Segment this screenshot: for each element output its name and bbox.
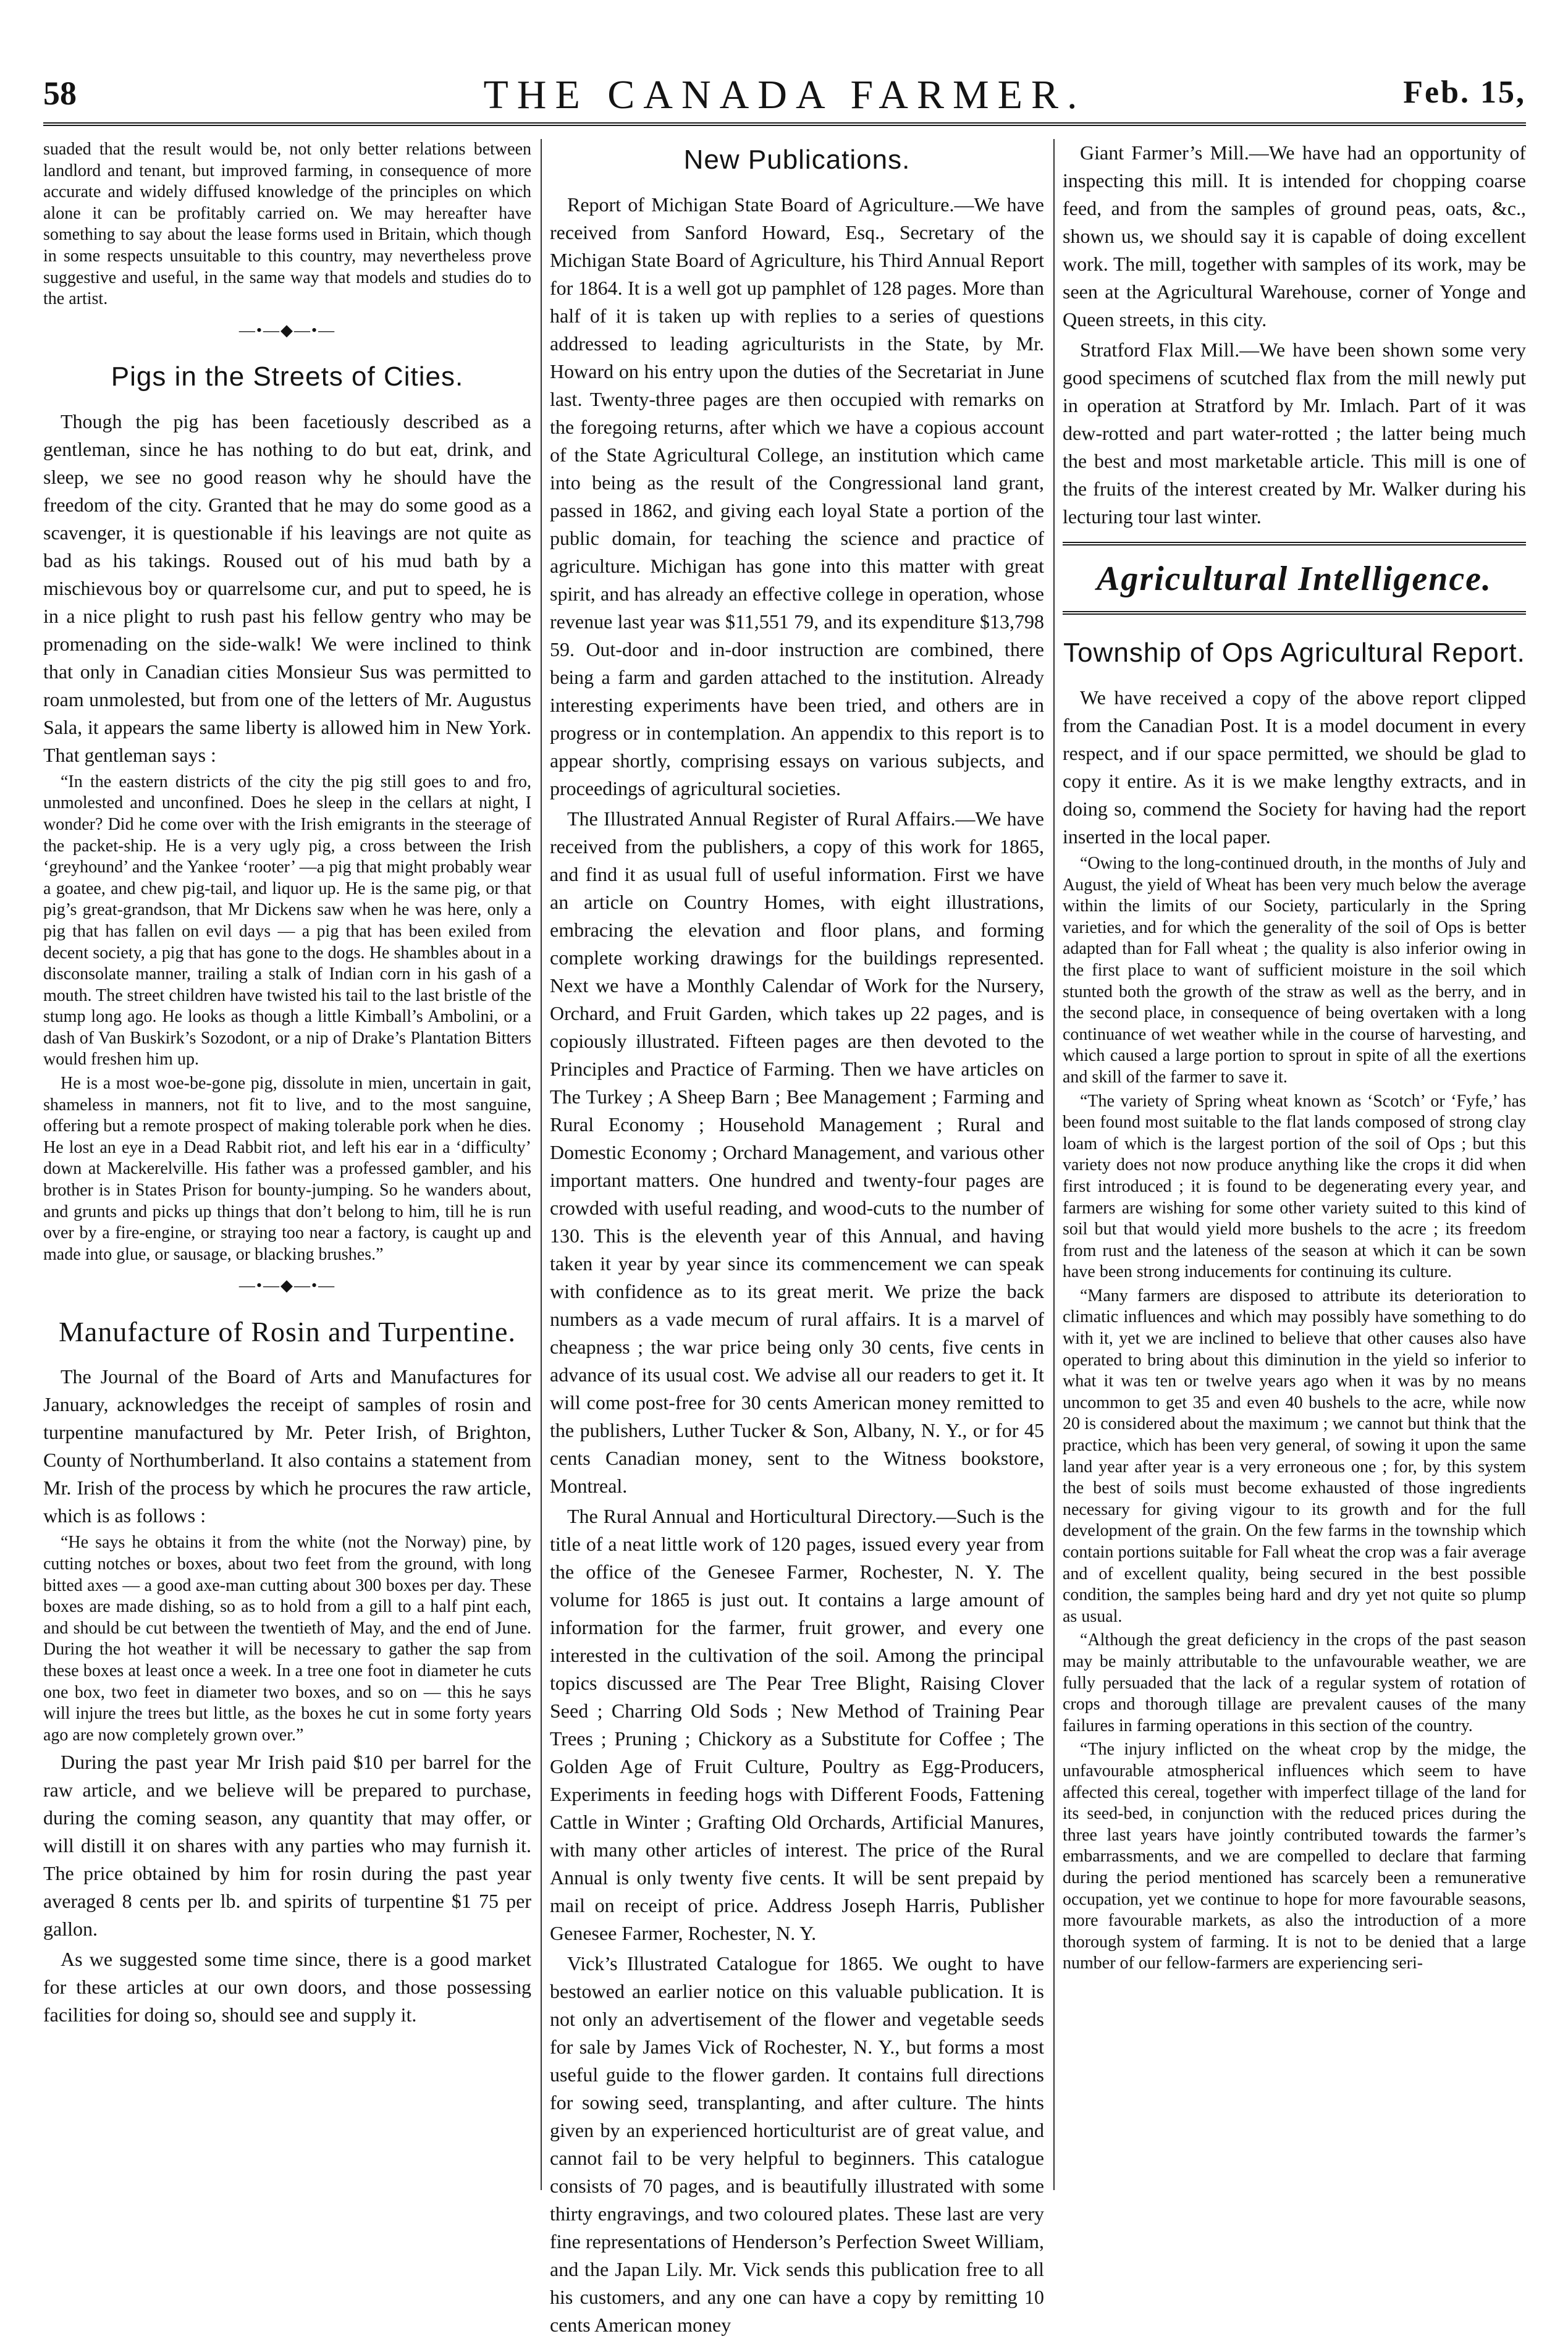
ops-report-title: Township of Ops Agricultural Report. [1063,638,1525,668]
header-rule [43,122,1526,127]
rosin-quote-paragraph: “He says he obtains it from the white (not the Norway) pine, by cutting notches or boxes, about two feet from the ground, with long bitted axes — a good axe-man cutting about 300 boxes per day. These boxes are made dishing, so as to hold from a gill to a half pint each, and should be cut between the twentieth of May, and the end of June. During the hot weather it will be necessary to gather the sap from these boxes at least once a week. In a tree one foot in diameter he cuts one box, two feet in diameter two boxes, and so on — this he says will injure the trees but little, as the boxes he cut in some forty years ago are now completely grown over.” [43,1533,531,1745]
rosin-article-title: Manufacture of Rosin and Turpentine. [59,1316,516,1348]
ops-report-quote: “The injury inflicted on the wheat crop by the midge, the unfavourable atmospherical influences which seem to have affected this cereal, together with imperfect tillage of the land for its seed-bed, in conjunction with the reduced prices during the three last years have jointly contributed towards the farmer’s embarrassments, and we are compelled to declare that farming during the period mentioned has scarcely been a remunerative occupation, yet we continue to hope for more favourable seasons, more favourable markets, as also the introduction of a more thorough system of farming. It is not to be denied that a large number of our fellow-farmers are experiencing seri- [1063,1740,1526,1973]
page-number: 58 [43,75,77,112]
rosin-paragraph: During the past year Mr Irish paid $10 per barrel for the raw article, and we believe will be prepared to purchase, during the coming season, any quantity that may offer, or will distill it on shares with any parties who may furnish it. The price obtained by him for rosin during the past year averaged 8 cents per lb. and spirits of turpentine $1 75 per gallon. [43,1751,531,1941]
pigs-paragraph: Though the pig has been facetiously described as a gentleman, since he has nothing to do but eat, drink, and sleep, we see no good reason why he should have the freedom of the city. Granted that he may do some good as a scavenger, it is questionable if his leavings are not quite as bad as his takings. Roused out of his mud bath by a mischievous boy or quarrelsome cur, and put to speed, he is in a nice plight to rush past his fellow gentry who may be promenading on the side-walk! We were inclined to think that only in Canadian cities Monsieur Sus was permitted to roam unmolested, but from one of the letters of Mr. Augustus Sala, it appears the same liberty is allowed him in New York. That gentleman says : [43,410,531,766]
column-2 [550,139,1044,2336]
pigs-quote-paragraph: He is a most woe-be-gone pig, dissolute in mien, uncertain in gait, shameless in manners, not fit to live, and to the most sanguine, offering but a remote prospect of making tolerable pork when he dies. He lost an eye in a Dead Rabbit riot, and left his ear in a ‘difficulty’ down at Mackerelville. His father was a professed gambler, and his brother is in States Prison for bounty-jumping. So he wanders about, and grunts and picks up things that don’t belong to him, till he is run over by a fire-engine, or straying too near a factory, is caught up and made into glue, or sausage, or blacking brushes.” [43,1074,531,1264]
department-rule [1063,611,1526,616]
rural-annual-paragraph: The Rural Annual and Horticultural Directory.—Such is the title of a neat little work of 120 pages, issued every year from the office of the Genesee Farmer, Rochester, N. Y. The volume for 1865 is just out. It contains a large amount of information for the farmer, fruit grower, and every one interested in the cultivation of the soil. Among the principal topics discussed are The Pear Tree Blight, Raising Clover Seed ; Charring Old Sods ; New Method of Training Pear Trees ; Pruning ; Chickory as a Substitute for Coffee ; The Golden Age of Fruit Culture, Poultry as Egg-Producers, Experiments in feeding hogs with Different Foods, Fattening Cattle in Winter ; Grafting Old Orchards, Artificial Manures, with many other articles of interest. The price of the Rural Annual is only twenty five cents. It will be sent prepaid by mail on receipt of price. Address Joseph Harris, Publisher Genesee Farmer, Rochester, N. Y. [550,1505,1044,1944]
vick-catalogue-paragraph: Vick’s Illustrated Catalogue for 1865. We ought to have bestowed an earlier notice on this valuable publication. It is not only an advertisement of the flower and vegetable seeds for sale by James Vick of Rochester, N. Y., but forms a most useful guide to the flower garden. It contains full directions for sowing seed, transplanting, and after culture. The hints given by an experienced horticulturist are of great value, and cannot fail to be very helpful to beginners. This catalogue consists of 70 pages, and is beautifully illustrated with some thirty engravings, and two coloured plates. These last are very fine representations of Henderson’s Perfection Sweet William, and the Japan Lily. Mr. Vick sends this publication free to all his customers, and any one can have a copy by remitting 10 cents American money [550,1952,1044,2336]
pigs-quote-paragraph: “In the eastern districts of the city the pig still goes to and fro, unmolested and unconfined. Does he sleep in the cellars at night, I wonder? Did he come over with the Irish emigrants in the steerage of the packet-ship. He is a very ugly pig, a cross between the Irish ‘greyhound’ and the Yankee ‘rooter’ —a pig that might probably wear a goatee, and chew pig-tail, and liquor up. He is the same pig, or that pig’s great-grandson, that Mr Dickens saw when he was here, only a pig that has fallen on evil days — a pig that has been exiled from decent society, a pig that has gone to the dogs. He shambles about in a disconsolate manner, trailing a stalk of Indian corn in his gash of a mouth. The street children have twisted his tail to the last bristle of the stump long ago. He looks as though a little Kimball’s Ambolini, or a dash of Van Buskirk’s Sozodont, or a nip of Drake’s Plantation Bitters would freshen him up. [43,772,531,1069]
masthead-title: THE CANADA FARMER. [483,72,1086,117]
pigs-article-title: Pigs in the Streets of Cities. [111,361,464,392]
issue-date: Feb. 15, [1403,75,1526,110]
ops-report-paragraph: We have received a copy of the above report clipped from the Canadian Post. It is a model document in every respect, and if our space permitted, we should be glad to copy it entire. As it is we make lengthy extracts, and in doing so, commend the Society for having had the report inserted in the local paper. [1063,686,1526,848]
ops-report-quote: “Although the great deficiency in the crops of the past season may be mainly attributable to the unfavourable weather, we are fully persuaded that the lack of a regular system of rotation of crops and thorough tillage are prevalent causes of the many failures in farming operations in this section of the country. [1063,1630,1526,1735]
column-3 [1063,139,1526,2196]
ops-report-quote: “The variety of Spring wheat known as ‘Scotch’ or ‘Fyfe,’ has been found most suitable to the flat lands composed of strong clay loam of which is the largest portion of the soil of Ops ; but this variety does not now produce anything like the crops it did when first introduced ; it is found to be degenerating every year, and farmers are wishing for some other variety suited to this kind of soil but that would yield more bushels to the acre ; its freedom from rust and the lateness of the season at which it can be sown have been strong inducements for continuing its culture. [1063,1091,1526,1282]
rosin-paragraph: The Journal of the Board of Arts and Manufactures for January, acknowledges the receipt of samples of rosin and turpentine manufactured by Mr. Peter Irish, of Brighton, County of Northumberland. It also contains a statement from Mr. Irish of the process by which he procures the raw article, which is as follows : [43,1365,531,1527]
section-ornament: —•—◆—•— [238,321,336,339]
column-1 [43,139,531,2196]
ops-report-quote: “Owing to the long-continued drouth, in the months of July and August, the yield of Wheat has been very much below the average within the limits of our Society, particularly in the Spring varieties, and for which the generality of the soil of Ops is better adapted than for Fall wheat ; the quality is also inferior owing in the first place to want of sufficient moisture in the soil which stunted both the growth of the straw as well as the berry, and in the second place, in consequence of being overtaken with a long continuance of wet weather while in the course of harvesting, and which caused a large portion to sprout in spite of all the exertions and skill of the farmer to save it. [1063,854,1526,1087]
flax-mill-paragraph: Stratford Flax Mill.—We have been shown some very good specimens of scutched flax from the mill newly put in operation at Stratford by Mr. Imlach. Part of it was dew-rotted and part water-rotted ; the latter being much the best and most marketable article. This mill is one of the fruits of the interest created by Mr. Walker during his lecturing tour last winter. [1063,339,1526,528]
column-divider-2 [1053,139,1055,2190]
column-divider-1 [541,139,542,2190]
section-ornament: —•—◆—•— [238,1276,336,1295]
giant-mill-paragraph: Giant Farmer’s Mill.—We have had an opportunity of inspecting this mill. It is intended for chopping coarse feed, and from the samples of ground peas, oats, &c., shown us, we should say it is capable of doing excellent work. The mill, together with samples of its work, may be seen at the Agricultural Warehouse, corner of Yonge and Queen streets, in this city. [1063,141,1526,331]
lease-article-continuation: suaded that the result would be, not only better relations between landlord and tenant, but improved farming, in consequence of more accurate and widely diffused knowledge of the principles on which alone it can be profitably carried on. We may hereafter have something to say about the lease forms used in Britain, which though in some respects unsuitable to this country, may nevertheless prove suggestive and useful, in the same way that models and studies do to the artist. [43,140,531,309]
ops-report-quote: “Many farmers are disposed to attribute its deterioration to climatic influences and which may possibly have something to do with it, yet we are inclined to believe that other causes also have operated to bring about this diminution in the yield so inferior to what it was ten or twelve years ago when it was by no means uncommon to get 35 and even 40 bushels to the acre, while now 20 is considered about the maximum ; we cannot but think that the practice, which has been very general, of sowing it upon the same land year after year is a very erroneous one ; for, by this system the best of soils must become exhausted of those ingredients necessary for giving vigour to its growth and for the full development of the grain. On the few farms in the township which contain portions suitable for Fall wheat the crop was a fair average and of excellent quality, being secured in the best possible condition, the samples being hard and dry yet not quite so plump as usual. [1063,1286,1526,1626]
agricultural-intelligence-heading: Agricultural Intelligence. [1096,560,1493,598]
new-publications-title: New Publications. [683,145,911,175]
rosin-paragraph: As we suggested some time since, there is a good market for these articles at our own doors, and those possessing facilities for doing so, should see and supply it. [43,1948,531,2026]
page-header [43,68,1526,117]
department-rule [1063,542,1526,547]
michigan-report-paragraph: Report of Michigan State Board of Agriculture.—We have received from Sanford Howard, Esq., Secretary of the Michigan State Board of Agriculture, his Third Annual Report for 1864. It is a well got up pamphlet of 128 pages. More than half of it is taken up with replies to a series of questions addressed to leading agriculturists in the State, by Mr. Howard on his entry upon the duties of the Secretariat in June last. Twenty-three pages are then occupied with remarks on the foregoing returns, after which we have a copious account of the State Agricultural College, an institution which came into being as the result of the Congressional land grant, passed in 1862, and giving each loyal State a portion of the public domain, for teaching the science and practice of agriculture. Michigan has gone into this matter with great spirit, and has already an effective college in operation, whose revenue last year was $11,551 79, and its expenditure $13,798 59. Out-door and in-door instruction are combined, there being a farm and garden attached to the institution. Already interesting experiments have been tried, and others are in progress or in contemplation. An appendix to this report is to appear shortly, comprising essays on various subjects, and proceedings of agricultural societies. [550,193,1044,799]
rural-affairs-paragraph: The Illustrated Annual Register of Rural Affairs.—We have received from the publishers, a copy of this work for 1865, and find it as usual full of useful information. First we have an article on Country Homes, with eight illustrations, embracing the elevation and floor plans, and forming complete working drawings for the buildings represented. Next we have a Monthly Calendar of Work for the Nursery, Orchard, and Fruit Garden, which takes up 22 pages, and is copiously illustrated. Fifteen pages are then devoted to the Principles and Practice of Farming. Then we have articles on The Turkey ; A Sheep Barn ; Bee Management ; Farming and Rural Economy ; Household Management ; Rural and Domestic Economy ; Orchard Management, and various other important matters. One hundred and twenty-four pages are crowded with useful reading, and wood-cuts to the number of 130. This is the eleventh year of this Annual, and having taken it year by year since its commencement we can speak with confidence as to its great merit. We prize the back numbers as a vade mecum of rural affairs. It is a marvel of cheapness ; the war price being only 30 cents, five cents in advance of its usual cost. We advise all our readers to get it. It will come post-free for 30 cents American money remitted to the publishers, Luther Tucker & Son, Albany, N. Y., or for 45 cents Canadian money, sent to the Witness bookstore, Montreal. [550,807,1044,1497]
